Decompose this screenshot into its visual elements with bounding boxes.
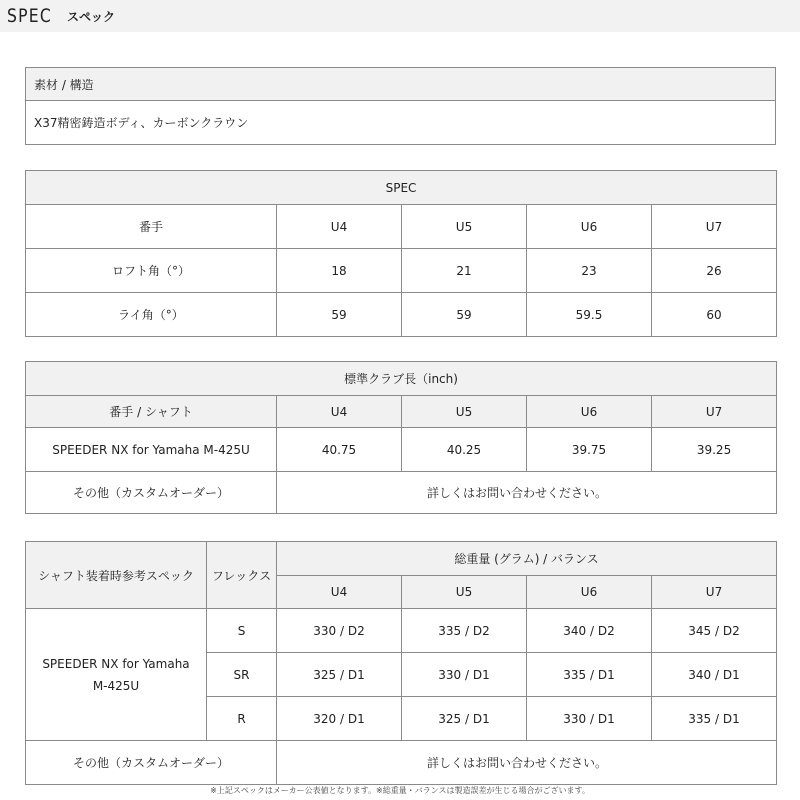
page-header (0, 0, 800, 32)
page-subtitle: スペック (67, 9, 116, 24)
cell: 59 (402, 293, 527, 337)
shaft-name: SPEEDER NX for Yamaha M-425U (26, 428, 277, 472)
cell: 330 / D2 (277, 609, 402, 653)
column-header: U6 (527, 576, 652, 609)
row-label: ロフト角（°） (26, 249, 277, 293)
shaft-name-line1: SPEEDER NX for Yamaha (42, 656, 190, 671)
table-row (26, 205, 777, 249)
cell: 335 / D1 (527, 653, 652, 697)
table-row (26, 293, 777, 337)
cell: 18 (277, 249, 402, 293)
column-header: U5 (402, 576, 527, 609)
column-header: U7 (652, 396, 777, 428)
custom-order-note: 詳しくはお問い合わせください。 (277, 472, 777, 514)
column-header: U4 (277, 576, 402, 609)
column-header: U4 (277, 396, 402, 428)
flex-value: S (207, 609, 277, 653)
cell: 330 / D1 (527, 697, 652, 741)
custom-order-label: その他（カスタムオーダー） (26, 741, 277, 785)
spec-table (25, 170, 777, 337)
weight-table-title: 総重量 (グラム) / バランス (277, 542, 777, 576)
cell: 40.75 (277, 428, 402, 472)
length-table-title: 標準クラブ長（inch) (26, 362, 777, 396)
column-header: 番手 / シャフト (26, 396, 277, 428)
column-header: U4 (277, 205, 402, 249)
cell: 39.75 (527, 428, 652, 472)
table-row (26, 472, 777, 514)
column-header: U6 (527, 396, 652, 428)
column-header-flex: フレックス (207, 542, 277, 609)
cell: 26 (652, 249, 777, 293)
column-header: U5 (402, 205, 527, 249)
spec-table-title: SPEC (26, 171, 777, 205)
material-heading: 素材 / 構造 (26, 68, 776, 101)
material-value: X37精密鋳造ボディ、カーボンクラウン (26, 101, 776, 145)
column-header: 番手 (26, 205, 277, 249)
cell: 23 (527, 249, 652, 293)
cell: 345 / D2 (652, 609, 777, 653)
material-table (25, 67, 776, 145)
custom-order-label: その他（カスタムオーダー） (26, 472, 277, 514)
cell: 21 (402, 249, 527, 293)
flex-value: SR (207, 653, 277, 697)
cell: 60 (652, 293, 777, 337)
column-header: U5 (402, 396, 527, 428)
table-row (26, 249, 777, 293)
flex-value: R (207, 697, 277, 741)
cell: 39.25 (652, 428, 777, 472)
cell: 325 / D1 (277, 653, 402, 697)
cell: 335 / D2 (402, 609, 527, 653)
cell: 325 / D1 (402, 697, 527, 741)
column-header: U7 (652, 205, 777, 249)
row-label: ライ角（°） (26, 293, 277, 337)
weight-balance-table (25, 541, 777, 785)
footnote: ※上記スペックはメーカー公表値となります。※総重量・バランスは製造誤差が生じる場合がございます。 (210, 786, 590, 795)
column-header: U7 (652, 576, 777, 609)
cell: 330 / D1 (402, 653, 527, 697)
cell: 40.25 (402, 428, 527, 472)
column-header: U6 (527, 205, 652, 249)
shaft-name-line2: M-425U (92, 678, 140, 693)
table-row (26, 741, 777, 785)
custom-order-note: 詳しくはお問い合わせください。 (277, 741, 777, 785)
shaft-name (26, 609, 207, 741)
page-title: SPEC (7, 5, 52, 27)
table-row (26, 428, 777, 472)
column-header-shaft: シャフト装着時参考スペック (26, 542, 207, 609)
cell: 340 / D1 (652, 653, 777, 697)
cell: 320 / D1 (277, 697, 402, 741)
table-row (26, 609, 777, 653)
cell: 59 (277, 293, 402, 337)
cell: 335 / D1 (652, 697, 777, 741)
cell: 340 / D2 (527, 609, 652, 653)
cell: 59.5 (527, 293, 652, 337)
club-length-table (25, 361, 777, 514)
